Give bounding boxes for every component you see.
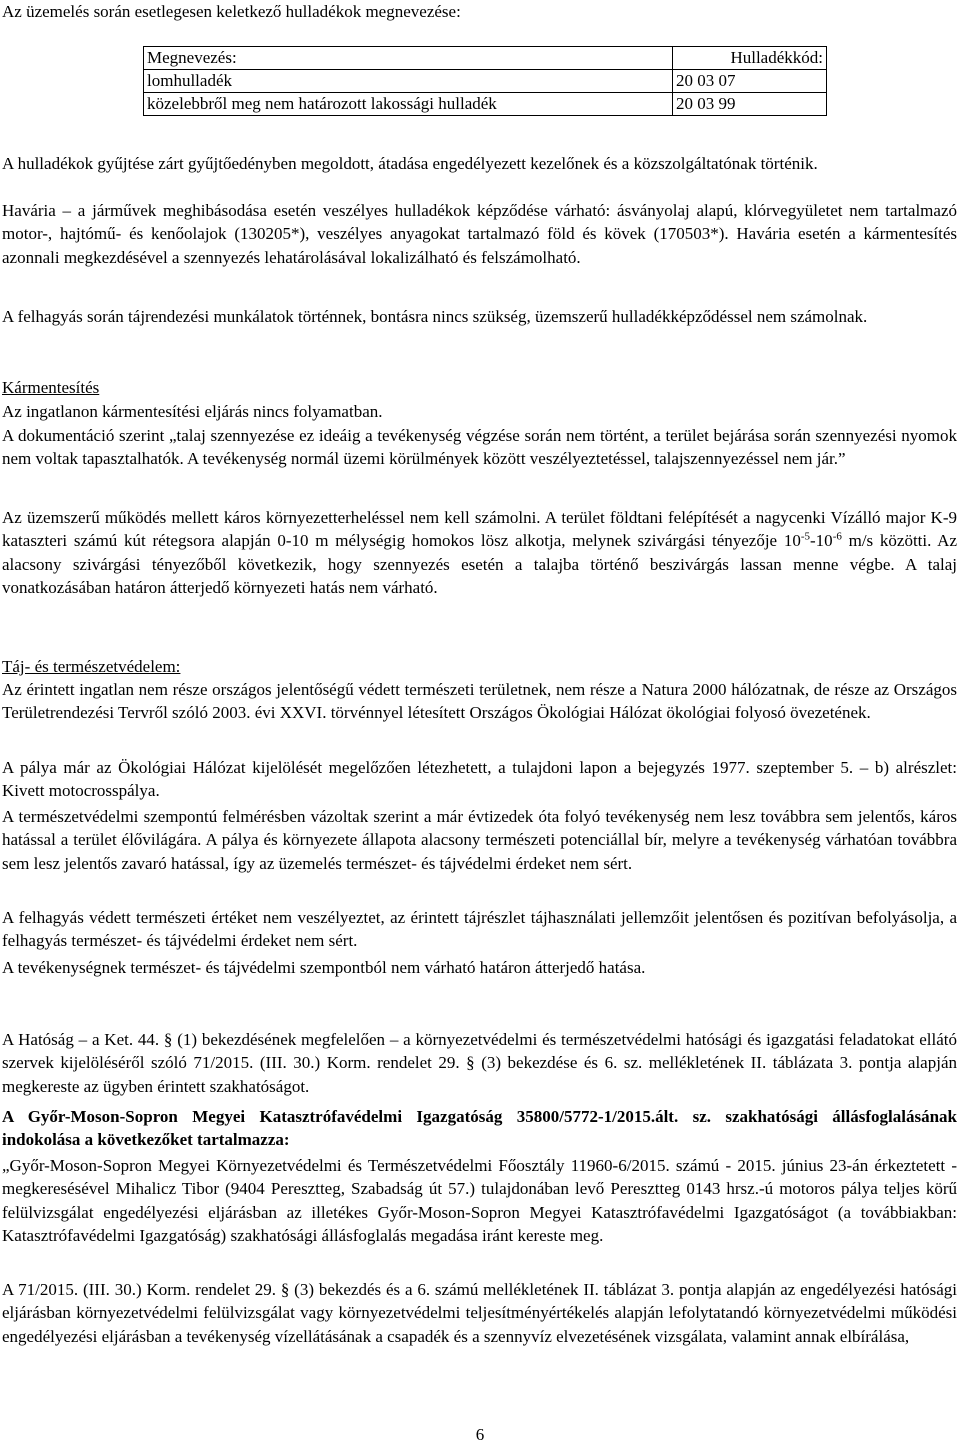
exponent-2: -6 — [832, 530, 842, 543]
collection-paragraph: A hulladékok gyűjtése zárt gyűjtőedényben megoldott, átadása engedélyezett kezelőnek és a közszolgáltatónak történik. — [2, 154, 818, 173]
authority-paragraph-2: „Győr-Moson-Sopron Megyei Környezetvédelmi és Természetvédelmi Főosztály 11960-6/2015. számú - 2015. június 23-án érkeztetett - megkeresésével Mihalicz Tibor (9404 Peresztteg, Szabadság út 57.) tulajdonában levő Peresztteg 0143 hrsz.-ú motoros pálya teljes körű felülvizsgálat engedélyezési eljárásban az illetékes Győr-Moson-Sopron Megyei Katasztrófavédelmi Igazgatóságot (a továbbiakban: Katasztrófavédelmi Igazgatóság) szakhatósági állásfoglalás megadása iránt kereste meg. — [2, 1156, 957, 1246]
remediation-paragraph-3 — [2, 506, 957, 600]
table-row — [144, 93, 827, 116]
havaria-paragraph: Havária – a járművek meghibásodása esetén veszélyes hulladékok képződése várható: ásványolaj alapú, klórvegyületet nem tartalmazó motor-, hajtómű- és kenőolajok (130205*), veszélyes anyagokat tartalmazó föld és kövek (170503*). Havária esetén a kármentesítés azonnali megkezdésével a szennyezés lehatárolásával lokalizálható és felszámolható. — [2, 201, 957, 267]
nature-paragraph-3: A természetvédelmi szempontú felmérésben vázoltak szerint a már évtizedek óta folyó tevékenység nem lesz továbbra sem jelentős, káros hatással a terület élővilágára. A pálya és környezete állapota alacsony természeti potenciállal bír, melyre a tevékenység várhatóan továbbra sem lesz jelentős zavaró hatással, így az üzemelés természet- és tájvédelmi érdeket nem sért. — [2, 807, 957, 873]
abandonment-paragraph: A felhagyás során tájrendezési munkálatok történnek, bontásra nincs szükség, üzemszerű hulladékképződéssel nem számolnak. — [2, 307, 868, 326]
authority-paragraph-3: A 71/2015. (III. 30.) Korm. rendelet 29. § (3) bekezdés és a 6. számú mellékletének II. táblázat 3. pontja alapján az engedélyezési hatósági eljárásban környezetvédelmi felülvizsgálat vagy környezetvédelmi teljesítményértékelés alapján lefolytatandó környezetvédelmi működési engedélyezési eljárásban a tevékenység vízellátásának a csapadék és a szennyvíz elvezetésének vizsgálata, valamint annak elbírálása, — [2, 1280, 957, 1346]
remediation-text-b: -10 — [810, 531, 833, 551]
column-header-name: Megnevezés: — [144, 47, 673, 70]
page-number: 6 — [475, 1425, 485, 1444]
remediation-text-a: Az üzemszerű működés mellett káros környezetterheléssel nem kell számolni. A terület földtani felépítését a nagycenki Vízálló major K-9 kataszteri számú kút rétegsora alapján 0-10 m mélységig homokos lösz alkotja, melynek szivárgási tényezője 10 — [2, 508, 957, 551]
waste-code-cell: 20 03 99 — [673, 93, 827, 116]
authority-bold-paragraph: A Győr-Moson-Sopron Megyei Katasztrófavédelmi Igazgatóság 35800/5772-1/2015.ált. sz. szakhatósági állásfoglalásának indokolása a következőket tartalmazza: — [2, 1107, 957, 1150]
nature-paragraph-5: A tevékenységnek természet- és tájvédelmi szempontból nem várható határon átterjedő hatása. — [2, 958, 646, 977]
table-header-row — [144, 47, 827, 70]
nature-paragraph-2: A pálya már az Ökológiai Hálózat kijelölését megelőzően létezhetett, a tulajdoni lapon a bejegyzés 1977. szeptember 5. – b) alrészlet: Kivett motocrosspálya. — [2, 758, 957, 801]
remediation-paragraph-1: Az ingatlanon kármentesítési eljárás nincs folyamatban. — [2, 402, 383, 421]
remediation-text-c: m/s közötti. Az alacsony szivárgási tényezőből következik, hogy szennyezés esetén a talajba történő beszivárgás lassan menne végbe. A talaj vonatkozásában határon átterjedő környezeti hatás nem várható. — [2, 531, 957, 598]
waste-name-cell: lomhulladék — [144, 70, 673, 93]
nature-paragraph-4: A felhagyás védett természeti értéket nem veszélyeztet, az érintett tájrészlet tájhasználati jellemzőit jelentősen és pozitívan befolyásolja, a felhagyás természet- és tájvédelmi érdeket nem sért. — [2, 908, 957, 951]
table-row — [144, 70, 827, 93]
remediation-title: Kármentesítés — [2, 378, 100, 397]
waste-heading: Az üzemelés során esetlegesen keletkező hulladékok megnevezése: — [2, 2, 461, 21]
authority-paragraph-1: A Hatóság – a Ket. 44. § (1) bekezdésének megfelelően – a környezetvédelmi és természetvédelmi hatósági és igazgatási feladatokat ellátó szervek kijelöléséről szóló 71/2015. (III. 30.) Korm. rendelet 29. § (3) bekezdése és 6. sz. mellékletének II. táblázata 3. pontja alapján megkereste az ügyben érintett szakhatóságot. — [2, 1030, 957, 1096]
nature-protection-title: Táj- és természetvédelem: — [2, 657, 181, 676]
waste-name-cell: közelebbről meg nem határozott lakossági hulladék — [144, 93, 673, 116]
waste-code-cell: 20 03 07 — [673, 70, 827, 93]
nature-paragraph-1: Az érintett ingatlan nem része országos jelentőségű védett természeti területnek, nem része a Natura 2000 hálózatnak, de része az Országos Területrendezési Tervről szóló 2003. évi XXVI. törvénnyel létesített Országos Ökológiai Hálózat ökológiai folyosó övezetének. — [2, 680, 957, 723]
exponent-1: -5 — [800, 530, 811, 543]
column-header-code: Hulladékkód: — [673, 47, 827, 70]
remediation-paragraph-2: A dokumentáció szerint „talaj szennyezése ez ideáig a tevékenység végzése során nem történt, a terület bejárása során szennyezési nyomok nem voltak tapasztalhatók. A tevékenység normál üzemi körülmények között veszélyeztetéssel, talajszennyezéssel nem jár.” — [2, 426, 957, 469]
waste-table — [143, 46, 827, 116]
